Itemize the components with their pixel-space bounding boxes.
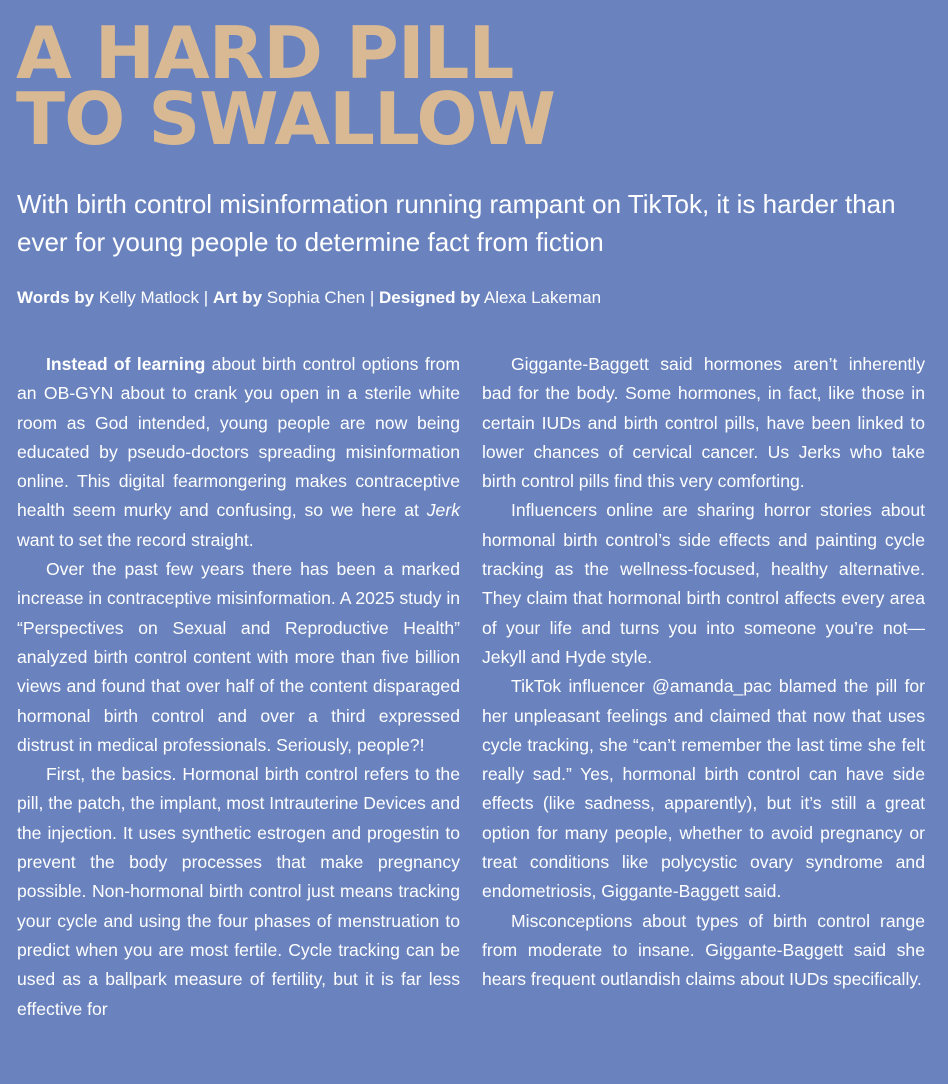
headline-line-2: TO SWALLOW [16,77,555,161]
words-label: Words by [17,288,95,307]
designer-name: Alexa Lakeman [483,288,602,307]
body-paragraph [17,350,460,555]
body-paragraph: Influencers online are sharing horror stories about hormonal birth control’s side effects and painting cycle tracking as the wellness-focused, healthy alternative. They claim that hormonal birth control affects every area of your life and turns you into someone you’re not—Jekyll and Hyde style. [482,500,925,667]
separator: | [203,288,209,307]
body-paragraph: Over the past few years there has been a marked increase in contraceptive misinformation. A 2025 study in “Perspectives on Sexual and Reproductive Health” analyzed birth control content with more than five billion views and found that over half of the content disparaged hormonal birth control and over a third expressed distrust in medical professionals. Seriously, people?! [17,559,461,755]
design-label: Designed by [378,288,481,307]
byline [17,287,601,309]
body-column-right [482,350,925,995]
paragraph-text: about birth control options from an OB-GYN about to crank you open in a sterile white room as God intended, young people are now being educated by pseudo-doctors spreading misinformation online. This digital fearmongering makes contraceptive health seem murky and confusing, so we here at [17,354,461,521]
body-paragraph: Giggante-Baggett said hormones aren’t inherently bad for the body. Some hormones, in fact, like those in certain IUDs and birth control pills, have been linked to lower chances of cervical cancer. Us Jerks who take birth control pills find this very comforting. [482,354,925,492]
separator: | [369,288,375,307]
body-paragraph: Misconceptions about types of birth control range from moderate to insane. Giggante-Baggett said she hears frequent outlandish claims about IUDs specifically. [482,910,925,990]
headline-line-1: A HARD PILL [16,11,514,95]
art-label: Art by [212,288,263,307]
lead-in: Instead of learning [46,354,206,374]
paragraph-text: want to set the record straight. [17,529,254,550]
publication-name: Jerk [426,500,460,521]
subheadline: With birth control misinformation running rampant on TikTok, it is harder than ever for young people to determine fact from fiction [17,189,896,257]
body-paragraph: TikTok influencer @amanda_pac blamed the pill for her unpleasant feelings and claimed that now that uses cycle tracking, she “can’t remember the last time she felt really sad.” Yes, hormonal birth control can have side effects (like sadness, apparently), but it’s still a great option for many people, whether to avoid pregnancy or treat conditions like polycystic ovary syndrome and endometriosis, Giggante-Baggett said. [482,676,925,902]
body-paragraph: First, the basics. Hormonal birth control refers to the pill, the patch, the implant, most Intrauterine Devices and the injection. It uses synthetic estrogen and progestin to prevent the body processes that make pregnancy possible. Non-hormonal birth control just means tracking your cycle and using the four phases of menstruation to predict when you are most fertile. Cycle tracking can be used as a ballpark measure of fertility, but it is far less effective for [17,764,461,1019]
headline [16,11,555,161]
body-column-left [17,350,460,1024]
writer-name: Kelly Matlock [98,288,200,307]
artist-name: Sophia Chen [266,288,366,307]
